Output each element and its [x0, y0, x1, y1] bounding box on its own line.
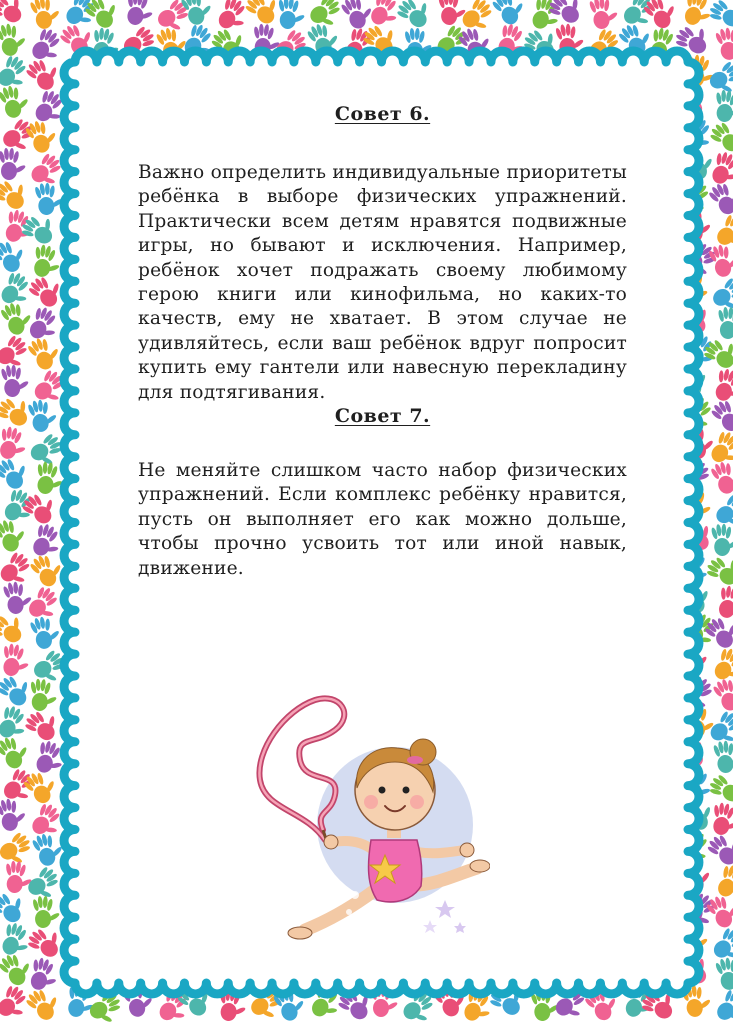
- advice-6-text: Важно определить индивидуальные приоритеты ребёнка в выборе физических упражнений. Практически всем детям нравятся подвижные игры, но бывают и исключения. Например, ребёнок хочет подражать своему любимому герою книги или кинофильма, но каких-то качеств, ему не хватает. В этом случае не удивляйтесь, если ваш ребёнок вдруг попросит купить ему гантели или навесную перекладину для подтягивания.: [138, 162, 627, 403]
- gymnast-girl-illustration: [245, 690, 490, 950]
- page-content: [138, 100, 627, 581]
- advice-7-text: Не меняйте слишком часто набор физических упражнений. Если комплекс ребёнку нравится, пусть он выполняет его как можно дольше, чтобы прочно усвоить тот или иной навык, движение.: [138, 460, 627, 579]
- advice-6-heading: Совет 6.: [334, 103, 431, 125]
- advice-7-heading: Совет 7.: [334, 405, 431, 428]
